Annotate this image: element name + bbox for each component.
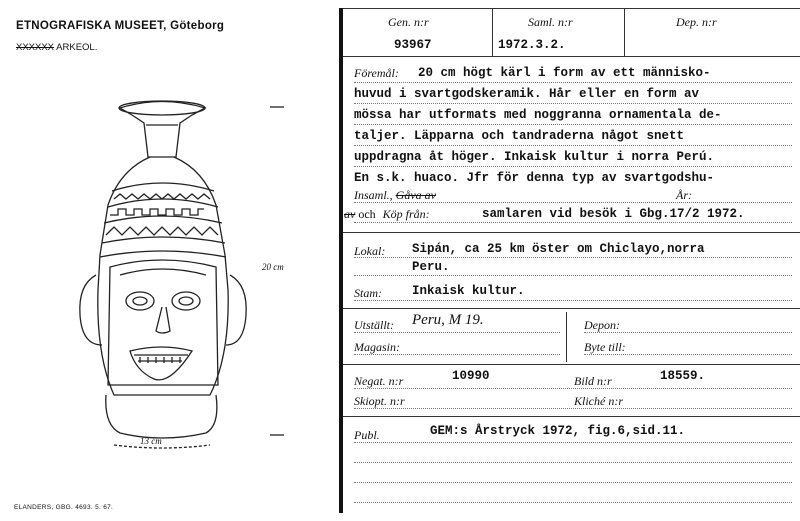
stam-label: Stam: [354,286,382,300]
struck-text: XXXXXX [16,42,55,53]
publ-value: GEM:s Årstryck 1972, fig.6,sid.11. [430,424,686,438]
gava-struck: Gåva av [395,188,436,202]
foremal-label: Föremål: [354,66,399,80]
description-line: huvud i svartgodskeramik. Hår eller en form av [354,87,700,101]
dep-label: Dep. n:r [676,15,717,29]
kliche-label: Kliché n:r [574,394,623,408]
card-left-border [339,8,343,513]
depon-label: Depon: [584,318,620,332]
bild-label: Bild n:r [574,374,612,388]
ar-label: År: [676,188,692,202]
stam-value: Inkaisk kultur. [412,284,525,298]
utstallt-label: Utställt: [354,318,395,332]
negat-number: 10990 [452,369,490,383]
negat-label: Negat. n:r [354,374,404,388]
bild-number: 18559. [660,369,706,383]
description-line: uppdragna åt höger. Inkaisk kultur i norra Perú. [354,150,715,164]
department: ARKEOL. [56,42,98,53]
lokal-line: Peru. [412,260,450,274]
lokal-label: Lokal: [354,244,386,258]
magasin-label: Magasin: [354,340,400,354]
gen-number: 93967 [394,38,432,52]
description-line: 20 cm högt kärl i form av ett människo- [418,66,711,80]
vessel-sketch [70,95,340,455]
utstallt-value: Peru, M 19. [412,312,484,328]
department-line [16,42,97,53]
publ-label: Publ. [354,428,380,442]
museum-name: ETNOGRAFISKA MUSEET, Göteborg [16,20,225,32]
skiopt-label: Skiopt. n:r [354,394,405,408]
saml-label: Saml. n:r [528,15,573,29]
description-line: mössa har utformats med noggranna ornamentala de- [354,108,722,122]
kop-value: samlaren vid besök i Gbg.17/2 1972. [482,207,745,221]
height-note: 20 cm [262,262,284,272]
gen-label: Gen. n:r [388,15,429,29]
description-line: taljer. Läpparna och tandraderna något snett [354,129,685,143]
lokal-line: Sipán, ca 25 km öster om Chiclayo,norra [412,242,705,256]
description-line: En s.k. huaco. Jfr för denna typ av svartgodshu- [354,171,715,185]
kop-row: av och Köp från: [344,207,430,221]
och-struck: av [344,207,356,221]
byte-label: Byte till: [584,340,626,354]
width-note: 13 cm [140,436,162,446]
insaml-label: Insaml., Gåva av [354,188,436,202]
saml-number: 1972.3.2. [498,38,566,52]
printer-line: ELANDERS, GBG. 4693. 5. 67. [14,504,114,511]
